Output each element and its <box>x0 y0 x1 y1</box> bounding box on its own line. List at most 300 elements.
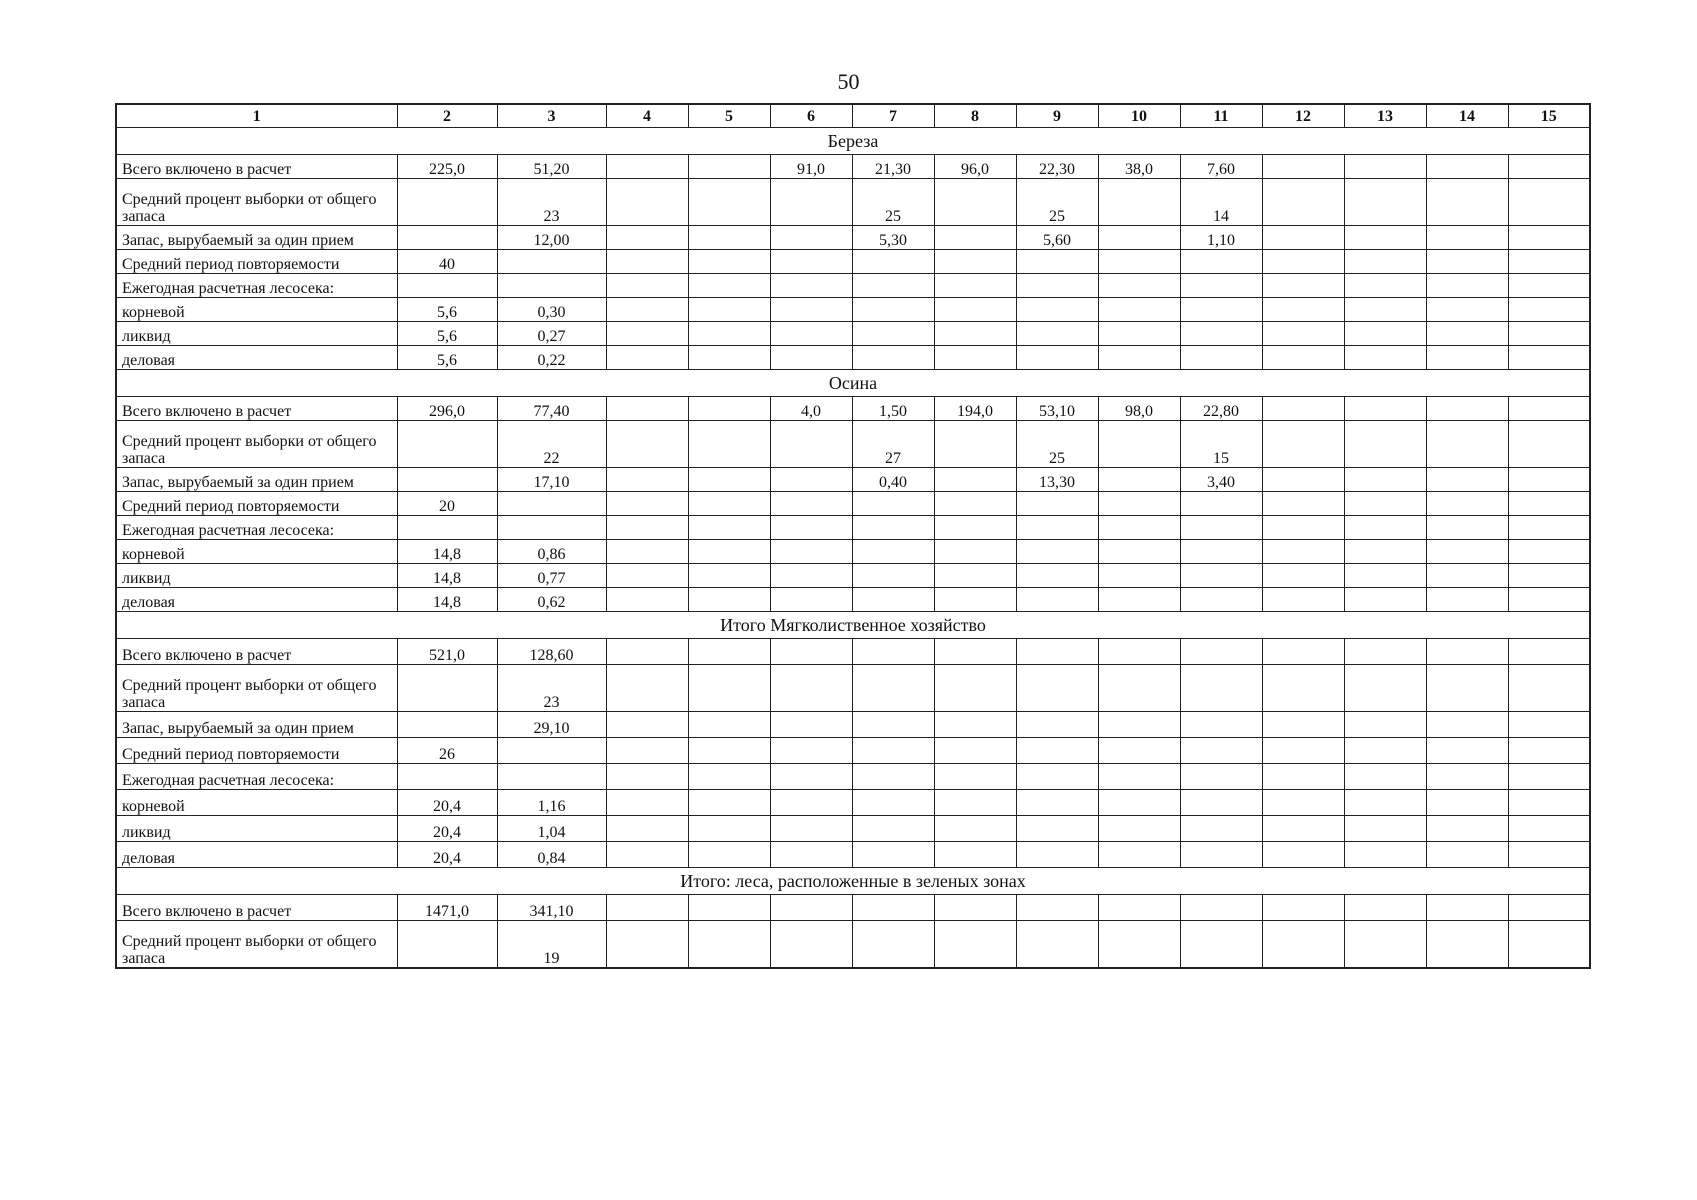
table-cell <box>606 492 688 516</box>
table-cell <box>934 468 1016 492</box>
column-header: 4 <box>606 104 688 128</box>
column-header: 1 <box>116 104 397 128</box>
row-label: Средний период повторяемости <box>116 250 397 274</box>
table-cell <box>1098 639 1180 665</box>
table-cell <box>1344 895 1426 921</box>
table-cell <box>606 895 688 921</box>
table-cell <box>1262 895 1344 921</box>
table-cell <box>497 516 606 540</box>
table-cell <box>497 764 606 790</box>
table-cell: 3,40 <box>1180 468 1262 492</box>
table-cell <box>1508 322 1590 346</box>
table-cell: 13,30 <box>1016 468 1098 492</box>
table-cell <box>1262 738 1344 764</box>
table-cell <box>397 516 497 540</box>
table-cell: 38,0 <box>1098 155 1180 179</box>
table-row <box>116 179 1590 226</box>
table-cell <box>1180 921 1262 969</box>
table-row <box>116 322 1590 346</box>
row-label: Ежегодная расчетная лесосека: <box>116 516 397 540</box>
table-cell <box>688 250 770 274</box>
table-cell <box>1098 274 1180 298</box>
section-header-row <box>116 370 1590 397</box>
table-cell: 15 <box>1180 421 1262 468</box>
table-cell <box>852 842 934 868</box>
table-cell <box>1344 712 1426 738</box>
table-row <box>116 274 1590 298</box>
table-cell <box>606 298 688 322</box>
table-cell <box>688 155 770 179</box>
table-cell <box>1426 738 1508 764</box>
table-cell <box>1426 665 1508 712</box>
table-cell <box>606 588 688 612</box>
table-cell <box>770 322 852 346</box>
table-cell <box>1508 639 1590 665</box>
table-cell <box>606 322 688 346</box>
table-cell <box>1098 540 1180 564</box>
row-label: Ежегодная расчетная лесосека: <box>116 274 397 298</box>
table-cell: 20,4 <box>397 842 497 868</box>
table-cell <box>606 921 688 969</box>
row-label: деловая <box>116 842 397 868</box>
table-cell: 22,30 <box>1016 155 1098 179</box>
page-number: 50 <box>837 69 860 94</box>
table-row <box>116 298 1590 322</box>
table-cell <box>1426 179 1508 226</box>
table-cell <box>934 540 1016 564</box>
table-cell <box>1098 226 1180 250</box>
table-cell <box>770 421 852 468</box>
row-label: Всего включено в расчет <box>116 639 397 665</box>
table-cell <box>606 712 688 738</box>
table-cell <box>397 921 497 969</box>
table-cell <box>1016 712 1098 738</box>
row-label: Средний процент выборки от общего запаса <box>116 921 397 969</box>
table-cell <box>1426 298 1508 322</box>
table-cell <box>1508 397 1590 421</box>
table-cell <box>688 468 770 492</box>
table-cell <box>1508 155 1590 179</box>
table-cell <box>1426 816 1508 842</box>
table-cell <box>397 468 497 492</box>
table-cell <box>770 665 852 712</box>
table-cell <box>1262 639 1344 665</box>
table-cell <box>934 274 1016 298</box>
table-cell <box>934 421 1016 468</box>
table-cell <box>770 540 852 564</box>
table-cell: 25 <box>1016 421 1098 468</box>
table-cell <box>1508 346 1590 370</box>
table-cell <box>934 842 1016 868</box>
table-row <box>116 516 1590 540</box>
table-cell <box>688 842 770 868</box>
table-cell <box>1344 322 1426 346</box>
table-cell: 1471,0 <box>397 895 497 921</box>
table-cell <box>1426 895 1508 921</box>
table-row <box>116 397 1590 421</box>
table-cell <box>1098 564 1180 588</box>
row-label: Ежегодная расчетная лесосека: <box>116 764 397 790</box>
table-cell: 14,8 <box>397 588 497 612</box>
table-cell <box>1344 492 1426 516</box>
table-row <box>116 764 1590 790</box>
table-cell <box>852 346 934 370</box>
table-cell <box>688 179 770 226</box>
row-label: корневой <box>116 298 397 322</box>
table-cell <box>1016 274 1098 298</box>
table-cell <box>688 921 770 969</box>
table-cell <box>770 738 852 764</box>
table-cell <box>852 322 934 346</box>
table-cell <box>770 346 852 370</box>
column-header: 2 <box>397 104 497 128</box>
table-cell: 22 <box>497 421 606 468</box>
table-cell <box>1016 322 1098 346</box>
table-cell <box>1344 921 1426 969</box>
table-cell <box>1180 895 1262 921</box>
table-cell <box>1262 250 1344 274</box>
table-cell: 5,6 <box>397 298 497 322</box>
table-cell: 21,30 <box>852 155 934 179</box>
table-cell: 521,0 <box>397 639 497 665</box>
table-cell <box>1262 421 1344 468</box>
table-cell <box>1508 298 1590 322</box>
table-cell <box>1016 790 1098 816</box>
table-cell <box>1016 895 1098 921</box>
row-label: корневой <box>116 540 397 564</box>
table-cell <box>1098 468 1180 492</box>
table-cell <box>1508 842 1590 868</box>
table-cell <box>1098 492 1180 516</box>
table-cell <box>1262 564 1344 588</box>
section-header-row <box>116 128 1590 155</box>
table-cell <box>852 250 934 274</box>
table-row <box>116 842 1590 868</box>
table-cell <box>1180 712 1262 738</box>
table-cell <box>770 274 852 298</box>
table-cell <box>606 665 688 712</box>
table-cell <box>1016 250 1098 274</box>
table-cell <box>1344 250 1426 274</box>
table-cell <box>1426 250 1508 274</box>
table-cell <box>852 738 934 764</box>
table-cell <box>1426 516 1508 540</box>
table-cell: 14 <box>1180 179 1262 226</box>
table-cell: 29,10 <box>497 712 606 738</box>
table-cell <box>1426 842 1508 868</box>
table-cell: 51,20 <box>497 155 606 179</box>
table-cell <box>397 764 497 790</box>
table-cell <box>934 516 1016 540</box>
table-cell <box>688 665 770 712</box>
table-cell <box>606 639 688 665</box>
table-cell <box>934 816 1016 842</box>
column-header: 11 <box>1180 104 1262 128</box>
table-cell <box>1262 516 1344 540</box>
table-cell <box>1262 588 1344 612</box>
table-cell <box>1344 346 1426 370</box>
table-cell <box>1426 226 1508 250</box>
table-cell <box>852 274 934 298</box>
table-cell <box>852 816 934 842</box>
table-cell <box>1508 250 1590 274</box>
table-cell <box>1426 274 1508 298</box>
table-cell: 225,0 <box>397 155 497 179</box>
row-label: Средний процент выборки от общего запаса <box>116 179 397 226</box>
table-cell <box>934 712 1016 738</box>
table-cell <box>1344 816 1426 842</box>
column-header: 10 <box>1098 104 1180 128</box>
table-cell <box>1016 492 1098 516</box>
table-row <box>116 738 1590 764</box>
table-row <box>116 468 1590 492</box>
table-cell <box>1508 516 1590 540</box>
table-cell <box>1344 764 1426 790</box>
table-cell: 341,10 <box>497 895 606 921</box>
table-cell <box>1426 346 1508 370</box>
table-cell <box>1098 764 1180 790</box>
table-cell <box>397 226 497 250</box>
table-cell: 77,40 <box>497 397 606 421</box>
table-cell <box>1262 540 1344 564</box>
table-cell <box>934 588 1016 612</box>
table-cell <box>1508 921 1590 969</box>
table-cell <box>1508 421 1590 468</box>
table-row <box>116 492 1590 516</box>
table-cell: 1,10 <box>1180 226 1262 250</box>
table-cell <box>1426 712 1508 738</box>
table-cell: 19 <box>497 921 606 969</box>
table-cell <box>1262 468 1344 492</box>
table-cell <box>1098 421 1180 468</box>
table-cell <box>497 492 606 516</box>
table-cell: 91,0 <box>770 155 852 179</box>
table-cell <box>1344 421 1426 468</box>
table-cell <box>934 738 1016 764</box>
table-cell <box>1508 226 1590 250</box>
row-label: Средний процент выборки от общего запаса <box>116 421 397 468</box>
table-cell <box>1426 468 1508 492</box>
table-cell: 25 <box>1016 179 1098 226</box>
row-label: Запас, вырубаемый за один прием <box>116 226 397 250</box>
table-row <box>116 540 1590 564</box>
table-cell <box>852 639 934 665</box>
table-cell <box>688 712 770 738</box>
allowable-cut-table <box>115 103 1591 969</box>
table-cell <box>1508 492 1590 516</box>
table-cell <box>1508 790 1590 816</box>
table-cell <box>397 179 497 226</box>
column-header: 8 <box>934 104 1016 128</box>
table-cell <box>1508 468 1590 492</box>
table-cell <box>1508 764 1590 790</box>
table-cell <box>1508 274 1590 298</box>
table-cell <box>606 346 688 370</box>
table-cell <box>397 665 497 712</box>
table-cell <box>688 764 770 790</box>
section-title: Итого: леса, расположенные в зеленых зонах <box>116 868 1590 895</box>
table-cell <box>606 764 688 790</box>
row-label: Всего включено в расчет <box>116 895 397 921</box>
table-cell <box>852 492 934 516</box>
table-cell: 20,4 <box>397 816 497 842</box>
table-cell <box>1016 298 1098 322</box>
table-cell <box>1344 588 1426 612</box>
table-row <box>116 790 1590 816</box>
table-cell <box>1180 842 1262 868</box>
table-row <box>116 346 1590 370</box>
table-cell <box>1180 738 1262 764</box>
table-cell <box>1180 322 1262 346</box>
table-cell <box>688 346 770 370</box>
table-cell <box>688 516 770 540</box>
table-row <box>116 712 1590 738</box>
table-cell: 0,62 <box>497 588 606 612</box>
table-cell <box>688 540 770 564</box>
table-cell <box>688 816 770 842</box>
table-cell <box>770 516 852 540</box>
table-cell <box>852 588 934 612</box>
table-cell <box>770 492 852 516</box>
table-cell <box>397 274 497 298</box>
table-cell <box>1016 540 1098 564</box>
table-cell <box>397 421 497 468</box>
table-cell: 4,0 <box>770 397 852 421</box>
table-cell: 296,0 <box>397 397 497 421</box>
table-cell <box>1344 155 1426 179</box>
table-cell <box>1344 274 1426 298</box>
table-cell <box>1426 921 1508 969</box>
table-cell <box>1262 492 1344 516</box>
row-label: Средний процент выборки от общего запаса <box>116 665 397 712</box>
table-cell <box>852 298 934 322</box>
table-cell: 23 <box>497 179 606 226</box>
table-cell <box>688 226 770 250</box>
table-cell <box>1262 764 1344 790</box>
table-cell <box>852 895 934 921</box>
table-cell <box>1262 921 1344 969</box>
column-header: 7 <box>852 104 934 128</box>
table-cell <box>1016 738 1098 764</box>
table-cell <box>770 639 852 665</box>
table-cell <box>1180 665 1262 712</box>
table-cell <box>770 226 852 250</box>
table-cell <box>1508 564 1590 588</box>
table-cell <box>1426 588 1508 612</box>
table-cell <box>770 468 852 492</box>
table-cell <box>1344 468 1426 492</box>
column-header: 9 <box>1016 104 1098 128</box>
table-cell <box>1016 564 1098 588</box>
table-cell <box>1508 540 1590 564</box>
table-cell <box>770 250 852 274</box>
table-cell <box>1344 842 1426 868</box>
table-cell <box>1180 516 1262 540</box>
table-cell: 53,10 <box>1016 397 1098 421</box>
table-cell <box>1344 564 1426 588</box>
table-row <box>116 564 1590 588</box>
table-cell: 1,50 <box>852 397 934 421</box>
table-cell: 22,80 <box>1180 397 1262 421</box>
table-cell <box>934 665 1016 712</box>
table-cell <box>934 179 1016 226</box>
table-cell <box>1508 588 1590 612</box>
table-cell <box>934 790 1016 816</box>
table-cell <box>1098 816 1180 842</box>
table-cell <box>606 155 688 179</box>
row-label: деловая <box>116 346 397 370</box>
table-cell <box>852 540 934 564</box>
table-cell <box>1016 516 1098 540</box>
table-cell: 27 <box>852 421 934 468</box>
table-cell <box>1098 298 1180 322</box>
table-cell <box>1180 764 1262 790</box>
table-cell <box>1426 639 1508 665</box>
row-label: деловая <box>116 588 397 612</box>
table-row <box>116 421 1590 468</box>
table-cell <box>1180 492 1262 516</box>
table-cell: 0,86 <box>497 540 606 564</box>
column-header: 5 <box>688 104 770 128</box>
table-row <box>116 588 1590 612</box>
table-cell <box>688 421 770 468</box>
table-cell <box>1426 155 1508 179</box>
table-cell <box>688 639 770 665</box>
table-cell <box>770 564 852 588</box>
table-cell <box>934 895 1016 921</box>
table-cell <box>1016 588 1098 612</box>
row-label: Запас, вырубаемый за один прием <box>116 712 397 738</box>
table-cell <box>934 226 1016 250</box>
table-cell <box>1262 155 1344 179</box>
table-cell: 98,0 <box>1098 397 1180 421</box>
table-cell: 5,30 <box>852 226 934 250</box>
table-cell <box>1098 516 1180 540</box>
table-cell <box>852 921 934 969</box>
table-cell <box>606 250 688 274</box>
table-cell <box>1262 712 1344 738</box>
table-cell: 12,00 <box>497 226 606 250</box>
table-cell <box>688 564 770 588</box>
column-header: 6 <box>770 104 852 128</box>
table-cell <box>1098 790 1180 816</box>
table-cell <box>770 842 852 868</box>
table-cell <box>1426 540 1508 564</box>
table-cell <box>934 639 1016 665</box>
column-header: 12 <box>1262 104 1344 128</box>
table-cell <box>852 564 934 588</box>
table-cell <box>1262 298 1344 322</box>
table-cell <box>606 516 688 540</box>
table-cell <box>497 274 606 298</box>
row-label: Средний период повторяемости <box>116 738 397 764</box>
table-cell <box>688 492 770 516</box>
row-label: ликвид <box>116 564 397 588</box>
table-cell <box>852 712 934 738</box>
table-cell <box>606 179 688 226</box>
table-cell <box>770 790 852 816</box>
table-cell <box>770 298 852 322</box>
column-header: 14 <box>1426 104 1508 128</box>
column-number-row <box>116 104 1590 128</box>
table-cell <box>852 665 934 712</box>
table-cell: 0,84 <box>497 842 606 868</box>
table-cell <box>688 738 770 764</box>
table-row <box>116 921 1590 969</box>
table-cell <box>1262 179 1344 226</box>
table-cell <box>688 322 770 346</box>
table-cell <box>1508 665 1590 712</box>
